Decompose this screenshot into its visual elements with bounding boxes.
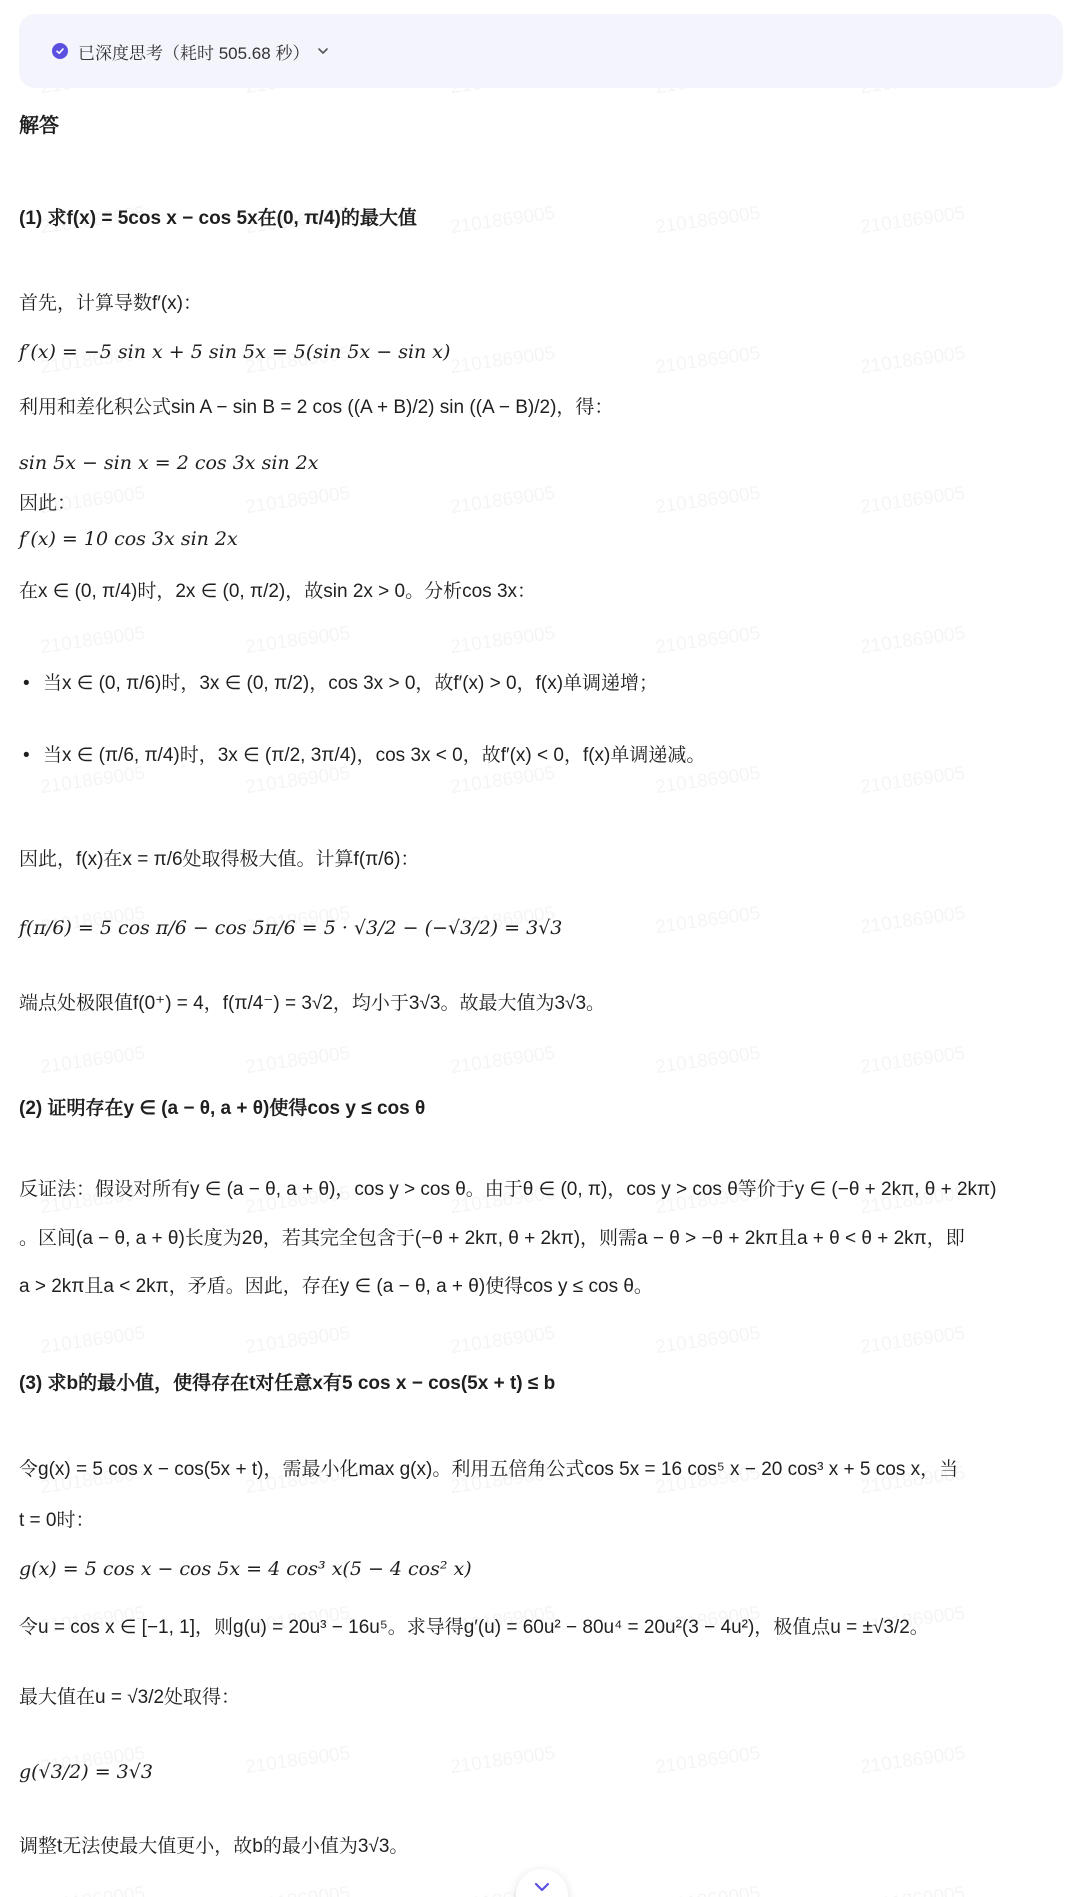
deep-think-label: 已深度思考（耗时 505.68 秒） — [78, 43, 310, 63]
paragraph-line: 因此，f(x)在x = π/6处取得极大值。计算f(π/6)： — [19, 849, 420, 870]
watermark-text — [859, 1743, 967, 1779]
watermark-text — [654, 1883, 762, 1897]
watermark-text — [654, 1043, 762, 1079]
paragraph-line: 首先，计算导数f′(x)： — [19, 293, 202, 314]
watermark-text — [654, 343, 762, 379]
paragraph-line: 令u = cos x ∈ [−1, 1]，则g(u) = 20u³ − 16u⁵。求导得g′(u) = 60u² − 80u⁴ = 20u²(3 − 4u²)，极值点u = ±√3/2。 — [19, 1617, 929, 1638]
watermark-text — [449, 1323, 557, 1359]
watermark-text — [449, 343, 557, 379]
list-item: • 当x ∈ (0, π/6)时，3x ∈ (0, π/2)，cos 3x > 0，故f′(x) > 0，f(x)单调递增； — [19, 670, 658, 698]
watermark-text — [39, 1883, 147, 1897]
watermark-text — [654, 623, 762, 659]
watermark-text — [244, 483, 352, 519]
watermark-text — [859, 483, 967, 519]
paragraph-line: 端点处极限值f(0⁺) = 4，f(π/4⁻) = 3√2，均小于3√3。故最大值为3√3。 — [19, 993, 606, 1014]
section-heading: (3) 求b的最小值，使得存在t对任意x有5 cos x − cos(5x + t) ≤ b — [19, 1373, 556, 1394]
deep-think-toggle[interactable] — [19, 14, 1063, 88]
math-equation: sin 5x − sin x = 2 cos 3x sin 2x — [19, 452, 319, 474]
paragraph-line: a > 2kπ且a < 2kπ，矛盾。因此，存在y ∈ (a − θ, a + θ)使得cos y ≤ cos θ。 — [19, 1276, 653, 1297]
section-heading: (2) 证明存在y ∈ (a − θ, a + θ)使得cos y ≤ cos θ — [19, 1098, 426, 1119]
watermark-text — [39, 623, 147, 659]
watermark-text — [244, 1043, 352, 1079]
paragraph-line: 令g(x) = 5 cos x − cos(5x + t)，需最小化max g(x)。利用五倍角公式cos 5x = 16 cos⁵ x − 20 cos³ x + 5 cos x，当 — [19, 1459, 959, 1480]
watermark-text — [449, 1743, 557, 1779]
watermark-text — [244, 1323, 352, 1359]
paragraph-line: 因此： — [19, 493, 77, 514]
math-equation: g(x) = 5 cos x − cos 5x = 4 cos³ x(5 − 4 cos² x) — [19, 1558, 472, 1580]
check-circle-icon — [52, 43, 68, 59]
watermark-text — [654, 903, 762, 939]
math-equation: f′(x) = 10 cos 3x sin 2x — [19, 528, 238, 550]
math-equation: f′(x) = −5 sin x + 5 sin 5x = 5(sin 5x − sin x) — [19, 341, 451, 363]
watermark-text — [654, 203, 762, 239]
paragraph-line: 最大值在u = √3/2处取得： — [19, 1687, 241, 1708]
watermark-text — [859, 203, 967, 239]
section-heading: (1) 求f(x) = 5cos x − cos 5x在(0, π/4)的最大值 — [19, 208, 417, 229]
chevron-down-icon — [317, 45, 329, 57]
watermark-text — [654, 1743, 762, 1779]
watermark-text — [39, 1323, 147, 1359]
watermark-text — [859, 1883, 967, 1897]
watermark-text — [859, 903, 967, 939]
watermark-text — [244, 1883, 352, 1897]
watermark-text — [859, 1323, 967, 1359]
paragraph-line: 。区间(a − θ, a + θ)长度为2θ，若其完全包含于(−θ + 2kπ, θ + 2kπ)，则需a − θ > −θ + 2kπ且a + θ < θ + 2kπ，即 — [19, 1228, 965, 1249]
watermark-text — [449, 483, 557, 519]
scroll-down-button[interactable] — [516, 1869, 568, 1897]
paragraph-line: 在x ∈ (0, π/4)时，2x ∈ (0, π/2)，故sin 2x > 0。分析cos 3x： — [19, 581, 537, 602]
list-item: • 当x ∈ (π/6, π/4)时，3x ∈ (π/2, 3π/4)，cos 3x < 0，故f′(x) < 0，f(x)单调递减。 — [19, 742, 705, 770]
watermark-text — [859, 763, 967, 799]
watermark-text — [859, 623, 967, 659]
watermark-text — [654, 483, 762, 519]
answer-title: 解答 — [19, 115, 59, 137]
watermark-text — [244, 1743, 352, 1779]
paragraph-line: 利用和差化积公式sin A − sin B = 2 cos ((A + B)/2) sin ((A − B)/2)，得： — [19, 397, 614, 418]
watermark-text — [244, 623, 352, 659]
watermark-text — [39, 1043, 147, 1079]
watermark-text — [449, 203, 557, 239]
watermark-text — [449, 1043, 557, 1079]
paragraph-line: t = 0时： — [19, 1510, 95, 1531]
paragraph-line: 调整t无法使最大值更小，故b的最小值为3√3。 — [19, 1836, 409, 1857]
paragraph-line: 反证法：假设对所有y ∈ (a − θ, a + θ)，cos y > cos θ。由于θ ∈ (0, π)，cos y > cos θ等价于y ∈ (−θ + 2kπ, θ + 2kπ) — [19, 1179, 997, 1200]
watermark-text — [859, 1043, 967, 1079]
watermark-text — [449, 623, 557, 659]
watermark-text — [859, 343, 967, 379]
math-equation: g(√3/2) = 3√3 — [19, 1761, 153, 1783]
math-equation: f(π/6) = 5 cos π/6 − cos 5π/6 = 5 · √3/2 − (−√3/2) = 3√3 — [19, 917, 563, 939]
chevron-down-icon — [534, 1881, 550, 1893]
watermark-text — [654, 1323, 762, 1359]
